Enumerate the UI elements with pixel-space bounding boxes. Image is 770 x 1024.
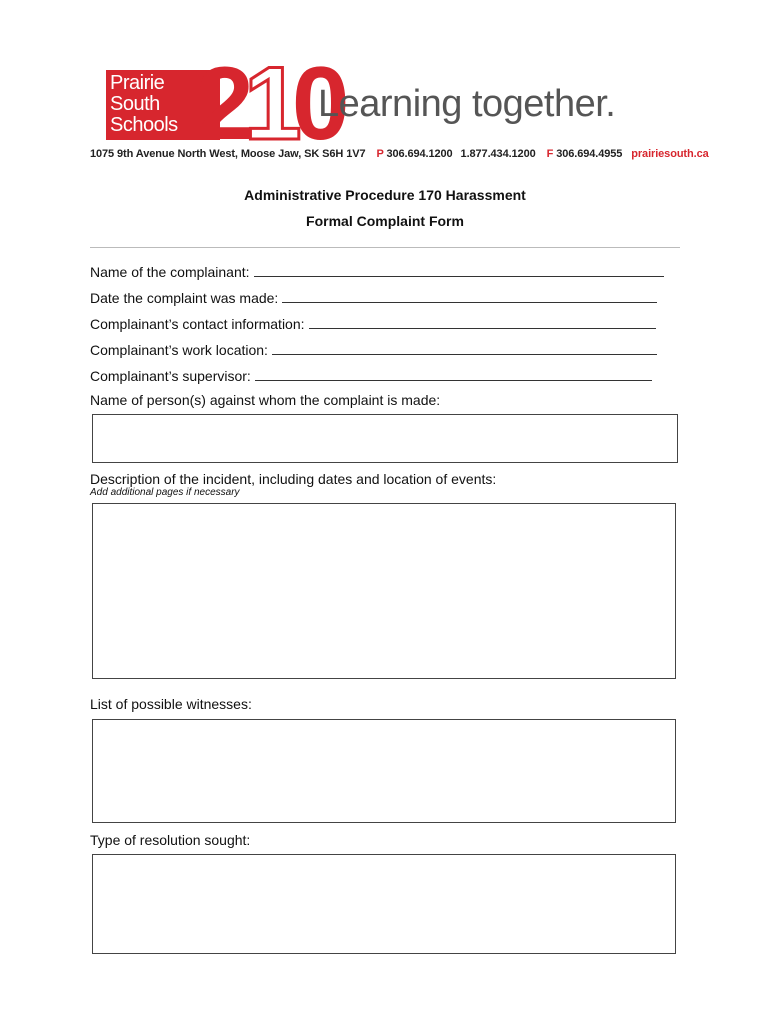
respondent-label: Name of person(s) against whom the complaint is made: [90,392,441,408]
resolution-textbox[interactable] [92,854,676,954]
respondent-textbox[interactable] [92,414,678,463]
fax-number: 306.694.4955 [556,148,623,160]
complaint-date-input-line[interactable] [282,288,657,303]
phone-label: P [376,148,384,160]
org-name-line-3: Schools [110,114,178,136]
supervisor-row [90,366,652,385]
contact-info-row [90,314,656,333]
description-label: Description of the incident, including dates and location of events: [90,471,497,487]
tollfree-number: 1.877.434.1200 [460,148,536,160]
header-divider [90,247,680,248]
logo-digit-0: 0 [291,46,340,162]
phone-number: 306.694.1200 [386,148,453,160]
org-name-line-1: Prairie [110,72,165,94]
form-subtitle: Formal Complaint Form [306,213,464,229]
complaint-date-label: Date the complaint was made: [90,290,279,306]
contact-bar [90,147,709,161]
form-title: Administrative Procedure 170 Harassment [244,187,526,203]
tagline: Learning together. [318,83,616,125]
fax-label: F [546,148,554,160]
complaint-date-row [90,288,657,307]
description-note: Add additional pages if necessary [90,487,240,498]
resolution-label: Type of resolution sought: [90,832,251,848]
complainant-name-input-line[interactable] [254,262,664,277]
logo-digit-2: 2 [196,46,244,162]
witnesses-label: List of possible witnesses: [90,696,252,712]
contact-info-label: Complainant’s contact information: [90,316,305,332]
complainant-name-row [90,262,664,281]
supervisor-label: Complainant’s supervisor: [90,368,251,384]
supervisor-input-line[interactable] [255,366,652,381]
complainant-name-label: Name of the complainant: [90,264,250,280]
contact-info-input-line[interactable] [309,314,656,329]
org-name-line-2: South [110,93,160,115]
website-link[interactable]: prairiesouth.ca [631,148,709,160]
logo-digit-1: 1 [243,46,292,162]
work-location-row [90,340,657,359]
work-location-input-line[interactable] [272,340,657,355]
street-address: 1075 9th Avenue North West, Moose Jaw, SK S6H 1V7 [90,148,366,160]
description-textbox[interactable] [92,503,676,679]
witnesses-textbox[interactable] [92,719,676,823]
work-location-label: Complainant’s work location: [90,342,268,358]
